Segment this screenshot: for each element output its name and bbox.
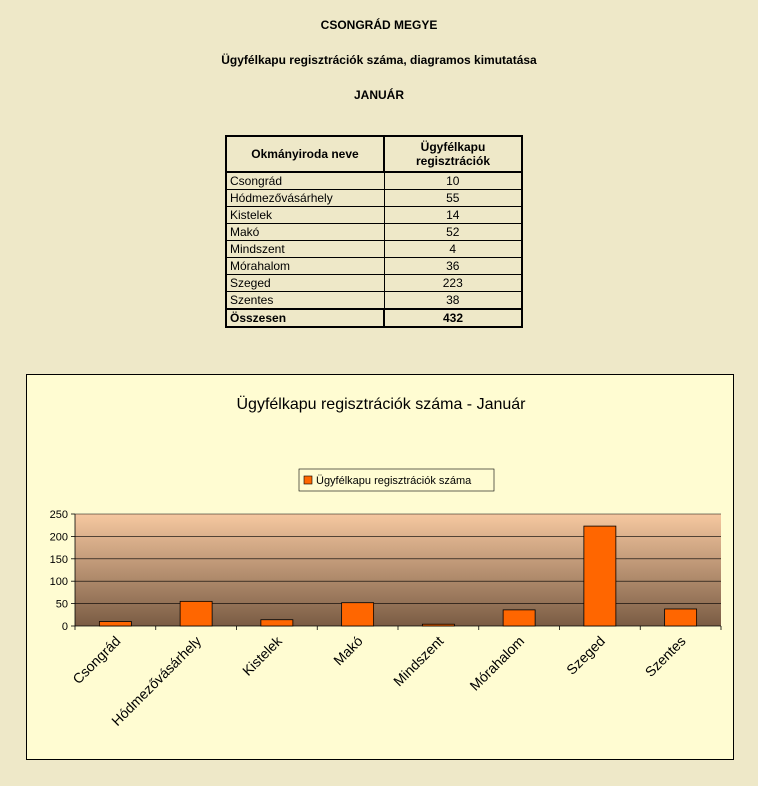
table-row: [226, 190, 522, 207]
office-name: Makó: [226, 224, 384, 241]
office-name: Hódmezővásárhely: [226, 190, 384, 207]
office-count: 4: [384, 241, 522, 258]
office-count: 10: [384, 172, 522, 190]
office-count: 14: [384, 207, 522, 224]
y-tick-label: 150: [49, 553, 68, 566]
bar: [180, 601, 212, 626]
bar: [422, 624, 454, 626]
total-label: Összesen: [226, 309, 384, 327]
y-tick-label: 200: [49, 531, 68, 544]
x-tick-label: Makó: [330, 632, 366, 669]
col-count-header: [384, 136, 522, 172]
table-row: [226, 241, 522, 258]
total-row: [226, 309, 522, 327]
office-count: 36: [384, 258, 522, 275]
report-subtitle: Ügyfélkapu regisztrációk száma, diagramos kimutatása: [221, 53, 537, 67]
month-title: JANUÁR: [353, 88, 404, 102]
office-name: Szeged: [226, 275, 384, 292]
y-tick-label: 50: [55, 598, 68, 611]
chart-title: Ügyfélkapu regisztrációk száma - Január: [236, 396, 526, 413]
office-count: 223: [384, 275, 522, 292]
office-name: Szentes: [226, 292, 384, 310]
bar: [503, 610, 535, 626]
x-tick-label: Kistelek: [239, 632, 285, 679]
table-row: [226, 258, 522, 275]
table-row: [226, 207, 522, 224]
bar: [584, 526, 616, 626]
x-tick-label: Mórahalom: [466, 632, 528, 694]
col-office-header: Okmányiroda neve: [226, 136, 384, 172]
county-title: CSONGRÁD MEGYE: [320, 18, 438, 32]
table-row: [226, 292, 522, 310]
office-count: 52: [384, 224, 522, 241]
office-name: Csongrád: [226, 172, 384, 190]
chart-area: [26, 374, 734, 760]
registration-table: [225, 135, 523, 328]
x-tick-label: Mindszent: [390, 632, 447, 690]
office-name: Mindszent: [226, 241, 384, 258]
bar: [342, 603, 374, 626]
office-name: Mórahalom: [226, 258, 384, 275]
x-tick-label: Csongrád: [69, 632, 124, 688]
y-tick-label: 250: [49, 509, 68, 521]
legend-swatch: [304, 476, 312, 484]
y-tick-label: 100: [49, 576, 68, 589]
table-row: [226, 275, 522, 292]
x-tick-label: Szeged: [563, 632, 608, 678]
col-count-label: Ügyfélkapu regisztrációk: [415, 140, 491, 168]
office-count: 55: [384, 190, 522, 207]
x-tick-label: Szentes: [641, 632, 689, 680]
x-tick-label: Hódmezővásárhely: [108, 632, 205, 729]
bar-chart: [27, 375, 735, 761]
table-row: [226, 172, 522, 190]
table-row: [226, 224, 522, 241]
bar: [99, 622, 131, 626]
total-value: 432: [384, 309, 522, 327]
legend-label: Ügyfélkapu regisztrációk száma: [316, 475, 472, 487]
office-count: 38: [384, 292, 522, 310]
office-name: Kistelek: [226, 207, 384, 224]
bar: [261, 620, 293, 626]
plot-background: [75, 514, 721, 626]
plot-area: [50, 509, 721, 729]
legend: [299, 469, 494, 491]
bar: [665, 609, 697, 626]
y-tick-label: 0: [61, 621, 68, 633]
